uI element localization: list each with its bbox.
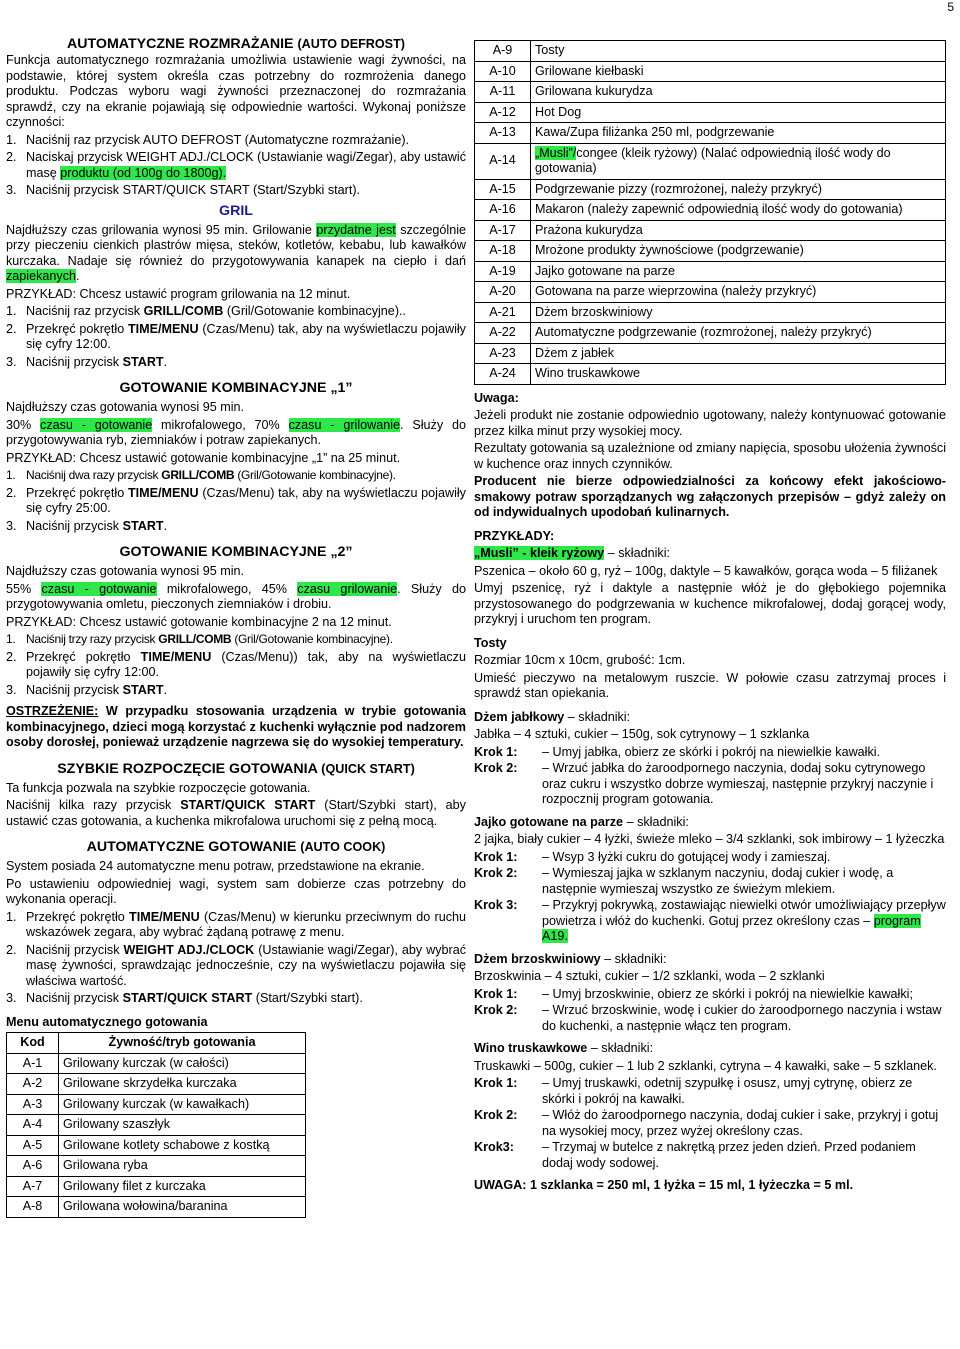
- auto-cook-title: AUTOMATYCZNE GOTOWANIE (AUTO COOK): [86, 839, 386, 855]
- menu-food: Hot Dog: [531, 102, 946, 123]
- gril-steps: [6, 304, 466, 370]
- combi2-example: PRZYKŁAD: Chcesz ustawić gotowanie kombinacyjne 2 na 12 minut.: [6, 614, 392, 629]
- menu-food: Grilowany szaszłyk: [59, 1115, 306, 1136]
- table-header-row: [7, 1033, 306, 1054]
- menu-code: A-19: [475, 261, 531, 282]
- menu-food: Dżem brzoskwiniowy: [531, 302, 946, 323]
- note-p2: Rezultaty gotowania są uzależnione od zmiany napięcia, sposobu ułożenia żywności w kuchence oraz innych czynników.: [474, 441, 946, 471]
- strawberry-wine-step-1: Krok 1: – Umyj truskawki, odetnij szypułkę i osusz, umyj cytrynę, obierz ze skórki i pokrój na kawałki.: [474, 1076, 913, 1106]
- menu-left-body: [7, 1053, 306, 1217]
- table-row: [475, 102, 946, 123]
- table-row: [475, 302, 946, 323]
- menu-code: A-22: [475, 323, 531, 344]
- menu-code: A-17: [475, 220, 531, 241]
- menu-food: Grilowany kurczak (w kawałkach): [59, 1094, 306, 1115]
- list-item: 2. Naciskaj przycisk WEIGHT ADJ./CLOCK (Ustawianie wagi/Zegar), aby ustawić masę produktu (od 100g do 1800g).: [6, 150, 466, 180]
- table-row: [475, 143, 946, 179]
- gril-title: GRIL: [219, 202, 253, 219]
- menu-code: A-6: [7, 1156, 59, 1177]
- quick-start-p2: Naciśnij kilka razy przycisk START/QUICK START (Start/Szybki start), aby ustawić czas gotowania, a kuchenka mikrofalowa uruchomi się z pełną mocą.: [6, 798, 466, 828]
- menu-code: A-8: [7, 1197, 59, 1218]
- table-row: [475, 220, 946, 241]
- menu-food: Grilowany kurczak (w całości): [59, 1053, 306, 1074]
- measures-note: UWAGA: 1 szklanka = 250 ml, 1 łyżka = 15 ml, 1 łyżeczka = 5 ml.: [474, 1178, 854, 1192]
- auto-cook-p2: Po ustawieniu odpowiedniej wagi, system sam dobierze czas potrzebny do wykonania operacji.: [6, 876, 466, 906]
- auto-cook-menu-table-left: [6, 1032, 306, 1218]
- menu-food: Grilowana wołowina/baranina: [59, 1197, 306, 1218]
- table-row: [475, 82, 946, 103]
- menu-food: [531, 143, 946, 179]
- combi2-title: GOTOWANIE KOMBINACYJNE „2”: [119, 544, 353, 560]
- list-item: 3. Naciśnij przycisk START.: [6, 682, 168, 697]
- menu-code: A-7: [7, 1176, 59, 1197]
- menu-food: Makaron (należy zapewnić odpowiednią ilość wody do gotowania): [531, 200, 946, 221]
- menu-code: A-15: [475, 179, 531, 200]
- table-row: [475, 123, 946, 144]
- menu-code: A-5: [7, 1135, 59, 1156]
- apple-jam-step-2: Krok 2: – Wrzuć jabłka do żaroodpornego naczynia, dodaj soku cytrynowego oraz cukru i wszystko dobrze wymieszaj, następnie przykryj naczynie i rozpocznij program gotowania.: [474, 761, 934, 806]
- menu-food: Gotowana na parze wieprzowina (należy przykryć): [531, 282, 946, 303]
- menu-food: Wino truskawkowe: [531, 364, 946, 385]
- menu-code: A-2: [7, 1074, 59, 1095]
- list-item: 2. Przekręć pokrętło TIME/MENU (Czas/Menu) tak, aby na wyświetlaczu pojawiły się cyfry 25:00.: [6, 485, 466, 515]
- combi1-title: GOTOWANIE KOMBINACYJNE „1”: [119, 380, 353, 396]
- menu-food: Grilowane kiełbaski: [531, 61, 946, 82]
- steamed-egg-step-3: Krok 3: – Przykryj pokrywką, zostawiając niewielki otwór umożliwiający przepływ powietrza i włóż do kuchenki. Gotuj przez określony czas – program A19.: [474, 898, 946, 943]
- menu-code: A-13: [475, 123, 531, 144]
- strawberry-wine-step-3: Krok3: – Trzymaj w butelce z nakrętką przez jeden dzień. Przed podaniem dodaj wody sodowej.: [474, 1140, 916, 1170]
- table-row: [475, 200, 946, 221]
- strawberry-wine-ingredients: Truskawki – 500g, cukier – 1 lub 2 szklanki, cytryna – 4 kawałki, sake – 5 szklanek.: [474, 1058, 937, 1073]
- strawberry-wine-step-2: Krok 2: – Włóż do żaroodpornego naczynia, dodaj cukier i sake, przykryj i gotuj na wysokiej mocy, przez wyżej określony czas.: [474, 1108, 939, 1138]
- menu-table-title: Menu automatycznego gotowania: [6, 1014, 208, 1029]
- peach-jam-step-1: Krok 1: – Umyj brzoskwinie, obierz ze skórki i pokrój na niewielkie kawałki;: [474, 986, 913, 1001]
- peach-jam-step-2: Krok 2: – Wrzuć brzoskwinie, wodę i cukier do żaroodpornego naczynia i wstaw do kuchenki, a następnie włącz ten program.: [474, 1003, 942, 1033]
- gril-example: PRZYKŁAD: Chcesz ustawić program grilowania na 12 minut.: [6, 286, 351, 301]
- list-item: 2. Naciśnij przycisk WEIGHT ADJ./CLOCK (Ustawianie wagi/Zegar), aby wybrać masę żywności, sprawdzając jednocześnie, czy na wyświetlaczu pojawiła się właściwa wartość.: [6, 942, 466, 988]
- menu-food: Grilowana ryba: [59, 1156, 306, 1177]
- table-row: [475, 261, 946, 282]
- table-row: [475, 323, 946, 344]
- note-label: Uwaga:: [474, 390, 519, 405]
- auto-cook-steps: [6, 910, 466, 1007]
- list-item: 1. Naciśnij raz przycisk GRILL/COMB (Gril/Gotowanie kombinacyjne)..: [6, 304, 407, 318]
- combi2-max-time: Najdłuższy czas gotowania wynosi 95 min.: [6, 564, 244, 578]
- table-row: [7, 1156, 306, 1177]
- menu-code: A-3: [7, 1094, 59, 1115]
- page-number: 5: [947, 0, 954, 14]
- menu-food: Kawa/Zupa filiżanka 250 ml, podgrzewanie: [531, 123, 946, 144]
- menu-food-text: congee (kleik ryżowy) (Nalać odpowiednią ilość wody do gotowania): [535, 145, 891, 175]
- apple-jam-step-1: Krok 1: – Umyj jabłka, obierz ze skórki i pokrój na niewielkie kawałki.: [474, 744, 881, 759]
- apple-jam-heading: Dżem jabłkowy – składniki:: [474, 709, 631, 724]
- toast-p1: Rozmiar 10cm x 10cm, grubość: 1cm.: [474, 653, 686, 667]
- menu-code: A-12: [475, 102, 531, 123]
- menu-food: Grilowane kotlety schabowe z kostką: [59, 1135, 306, 1156]
- menu-code: A-10: [475, 61, 531, 82]
- list-item: 3. Naciśnij przycisk START/QUICK START (Start/Szybki start).: [6, 183, 361, 197]
- auto-cook-menu-table-right: [474, 40, 946, 385]
- right-column: [474, 40, 946, 1196]
- menu-code: A-11: [475, 82, 531, 103]
- column-header-code: Kod: [7, 1033, 59, 1054]
- menu-code: A-16: [475, 200, 531, 221]
- menu-code: A-20: [475, 282, 531, 303]
- menu-food: Jajko gotowane na parze: [531, 261, 946, 282]
- menu-food: Grilowany filet z kurczaka: [59, 1176, 306, 1197]
- column-header-food: Żywność/tryb gotowania: [59, 1033, 306, 1054]
- combi1-max-time: Najdłuższy czas gotowania wynosi 95 min.: [6, 400, 244, 414]
- table-row: [475, 61, 946, 82]
- warning-paragraph: OSTRZEŻENIE: W przypadku stosowania urządzenia w trybie gotowania kombinacyjnego, dzieci mogą korzystać z kuchenki wyłącznie pod nadzorem osoby dorosłej, ponieważ urządzenie nagrzewa się do wysokiej temperatury.: [6, 704, 466, 749]
- list-item: 1. Naciśnij dwa razy przycisk GRILL/COMB (Gril/Gotowanie kombinacyjne).: [6, 468, 396, 482]
- musli-method: Umyj pszenicę, ryż i daktyle a następnie włóż je do głębokiego pojemnika przystosowanego do podgrzewania w kuchence mikrofalowej, dodaj gorącej wody, przykryj i uruchom ten program.: [474, 581, 946, 626]
- menu-food: Grilowane skrzydełka kurczaka: [59, 1074, 306, 1095]
- table-row: [475, 241, 946, 262]
- musli-ingredients: Pszenica – około 60 g, ryż – 100g, daktyle – 5 kawałków, gorąca woda – 5 filiżanek: [474, 563, 938, 578]
- steamed-egg-step-1: Krok 1: – Wsyp 3 łyżki cukru do gotującej wody i zamieszaj.: [474, 849, 831, 864]
- auto-cook-p1: System posiada 24 automatyczne menu potraw, przedstawione na ekranie.: [6, 859, 425, 873]
- menu-code: A-18: [475, 241, 531, 262]
- quick-start-title: SZYBKIE ROZPOCZĘCIE GOTOWANIA (QUICK START): [57, 760, 415, 777]
- menu-food: Podgrzewanie pizzy (rozmrożonej, należy przykryć): [531, 179, 946, 200]
- auto-defrost-intro: Funkcja automatycznego rozmrażania umożliwia ustawienie wagi żywności, na podstawie, której system określa czas potrzebny do rozmrożenia danego produktu. Podczas wyboru wagi żywności przeznaczonej do rozmrażania sprawdź, czy na ekranie pojawiają się odpowiednie wartości. Wykonaj poniższe czynności:: [6, 53, 466, 129]
- peach-jam-ingredients: Brzoskwinia – 4 sztuki, cukier – 1/2 szklanki, woda – 2 szklanki: [474, 969, 825, 983]
- combi2-steps: [6, 632, 466, 698]
- menu-code: A-23: [475, 343, 531, 364]
- table-row: [7, 1094, 306, 1115]
- menu-food: Prażona kukurydza: [531, 220, 946, 241]
- menu-food: Tosty: [531, 41, 946, 62]
- table-row: [7, 1197, 306, 1218]
- toast-p2: Umieść pieczywo na metalowym ruszcie. W połowie czasu zatrzymaj proces i sprawdź stan opiekania.: [474, 670, 946, 700]
- list-item: 2. Przekręć pokrętło TIME/MENU (Czas/Menu) tak, aby na wyświetlaczu pojawiły się cyfry 12:00.: [6, 321, 466, 351]
- menu-food: Mrożone produkty żywnościowe (podgrzewanie): [531, 241, 946, 262]
- menu-code: A-21: [475, 302, 531, 323]
- list-item: 3. Naciśnij przycisk START.: [6, 354, 168, 369]
- table-row: [7, 1135, 306, 1156]
- table-row: [475, 364, 946, 385]
- highlight: „Musli”/: [535, 145, 577, 160]
- table-row: [475, 343, 946, 364]
- list-item: 1. Przekręć pokrętło TIME/MENU (Czas/Menu) w kierunku przeciwnym do ruchu wskazówek zegara, aby wybrać żądaną potrawę z menu.: [6, 909, 466, 939]
- examples-label: PRZYKŁADY:: [474, 528, 555, 543]
- list-item: 3. Naciśnij przycisk START.: [6, 518, 168, 533]
- menu-right-body: [475, 41, 946, 385]
- table-row: [7, 1115, 306, 1136]
- peach-jam-heading: Dżem brzoskwiniowy – składniki:: [474, 951, 667, 966]
- steamed-egg-step-2: Krok 2: – Wymieszaj jajka w szklanym naczyniu, dodaj cukier i wodę, a następnie wymieszaj wszystko ze świeżym mlekiem.: [474, 866, 894, 896]
- menu-code: A-24: [475, 364, 531, 385]
- musli-heading: „Musli” - kleik ryżowy – składniki:: [474, 546, 670, 560]
- combi1-description: 30% czasu - gotowanie mikrofalowego, 70% czasu - grilowanie. Służy do przygotowywania ryb, ziemniaków i potraw zapiekanych.: [6, 417, 466, 447]
- menu-code: A-4: [7, 1115, 59, 1136]
- list-item: 2. Przekręć pokrętło TIME/MENU (Czas/Menu)) tak, aby na wyświetlaczu pojawiły się cyfry 12:00.: [6, 649, 466, 679]
- menu-food: Automatyczne podgrzewanie (rozmrożonej, należy przykryć): [531, 323, 946, 344]
- table-row: [7, 1176, 306, 1197]
- list-item: 1. Naciśnij trzy razy przycisk GRILL/COMB (Gril/Gotowanie kombinacyjne).: [6, 632, 393, 646]
- list-item: 3. Naciśnij przycisk START/QUICK START (Start/Szybki start).: [6, 991, 363, 1005]
- toast-heading: Tosty: [474, 635, 507, 650]
- warning-label: OSTRZEŻENIE:: [6, 704, 99, 718]
- table-row: [7, 1053, 306, 1074]
- menu-food: Grilowana kukurydza: [531, 82, 946, 103]
- gril-description: Najdłuższy czas grilowania wynosi 95 min. Grilowanie przydatne jest szczególnie przy pieczeniu cienkich plastrów mięsa, steków, kotletów, kebabu, lub kawałków kurczaka. Nadaje się również do przygotowywania kanapek na ciepło i dań zapiekanych.: [6, 222, 466, 283]
- menu-food: Dżem z jabłek: [531, 343, 946, 364]
- quick-start-p1: Ta funkcja pozwala na szybkie rozpoczęcie gotowania.: [6, 780, 311, 795]
- table-row: [475, 179, 946, 200]
- note-p1: Jeżeli produkt nie zostanie odpowiednio ugotowany, należy kontynuować gotowanie przez kilka minut przy wysokiej mocy.: [474, 408, 946, 438]
- strawberry-wine-heading: Wino truskawkowe – składniki:: [474, 1041, 654, 1055]
- steamed-egg-heading: Jajko gotowane na parze – składniki:: [474, 814, 689, 829]
- list-item: 1. Naciśnij raz przycisk AUTO DEFROST (Automatyczne rozmrażanie).: [6, 132, 410, 147]
- combi2-description: 55% czasu - gotowanie mikrofalowego, 45% czasu grilowanie. Służy do przygotowywania omletu, pieczonych ziemniaków i drobiu.: [6, 581, 466, 611]
- note-p3: Producent nie bierze odpowiedzialności za końcowy efekt jakościowo-smakowy potraw sporządzanych wg załączonych przepisów – gdyż zależy on od indywidualnych upodobań kulinarnych.: [474, 474, 946, 519]
- steamed-egg-ingredients: 2 jajka, biały cukier – 4 łyżki, świeże mleko – 3/4 szklanki, sok imbirowy – 1 łyżeczka: [474, 832, 945, 846]
- table-row: [7, 1074, 306, 1095]
- combi1-steps: [6, 468, 466, 534]
- left-column: [6, 36, 466, 1218]
- apple-jam-ingredients: Jabłka – 4 sztuki, cukier – 150g, sok cytrynowy – 1 szklanka: [474, 727, 810, 741]
- auto-defrost-title: AUTOMATYCZNE ROZMRAŻANIE (AUTO DEFROST): [67, 36, 405, 52]
- menu-code: A-9: [475, 41, 531, 62]
- table-row: [475, 282, 946, 303]
- combi1-example: PRZYKŁAD: Chcesz ustawić gotowanie kombinacyjne „1” na 25 minut.: [6, 450, 401, 465]
- menu-code: A-1: [7, 1053, 59, 1074]
- menu-code: A-14: [475, 143, 531, 179]
- highlight: produktu (od 100g do 1800g).: [60, 165, 227, 180]
- table-row: [475, 41, 946, 62]
- auto-defrost-steps: [6, 133, 466, 199]
